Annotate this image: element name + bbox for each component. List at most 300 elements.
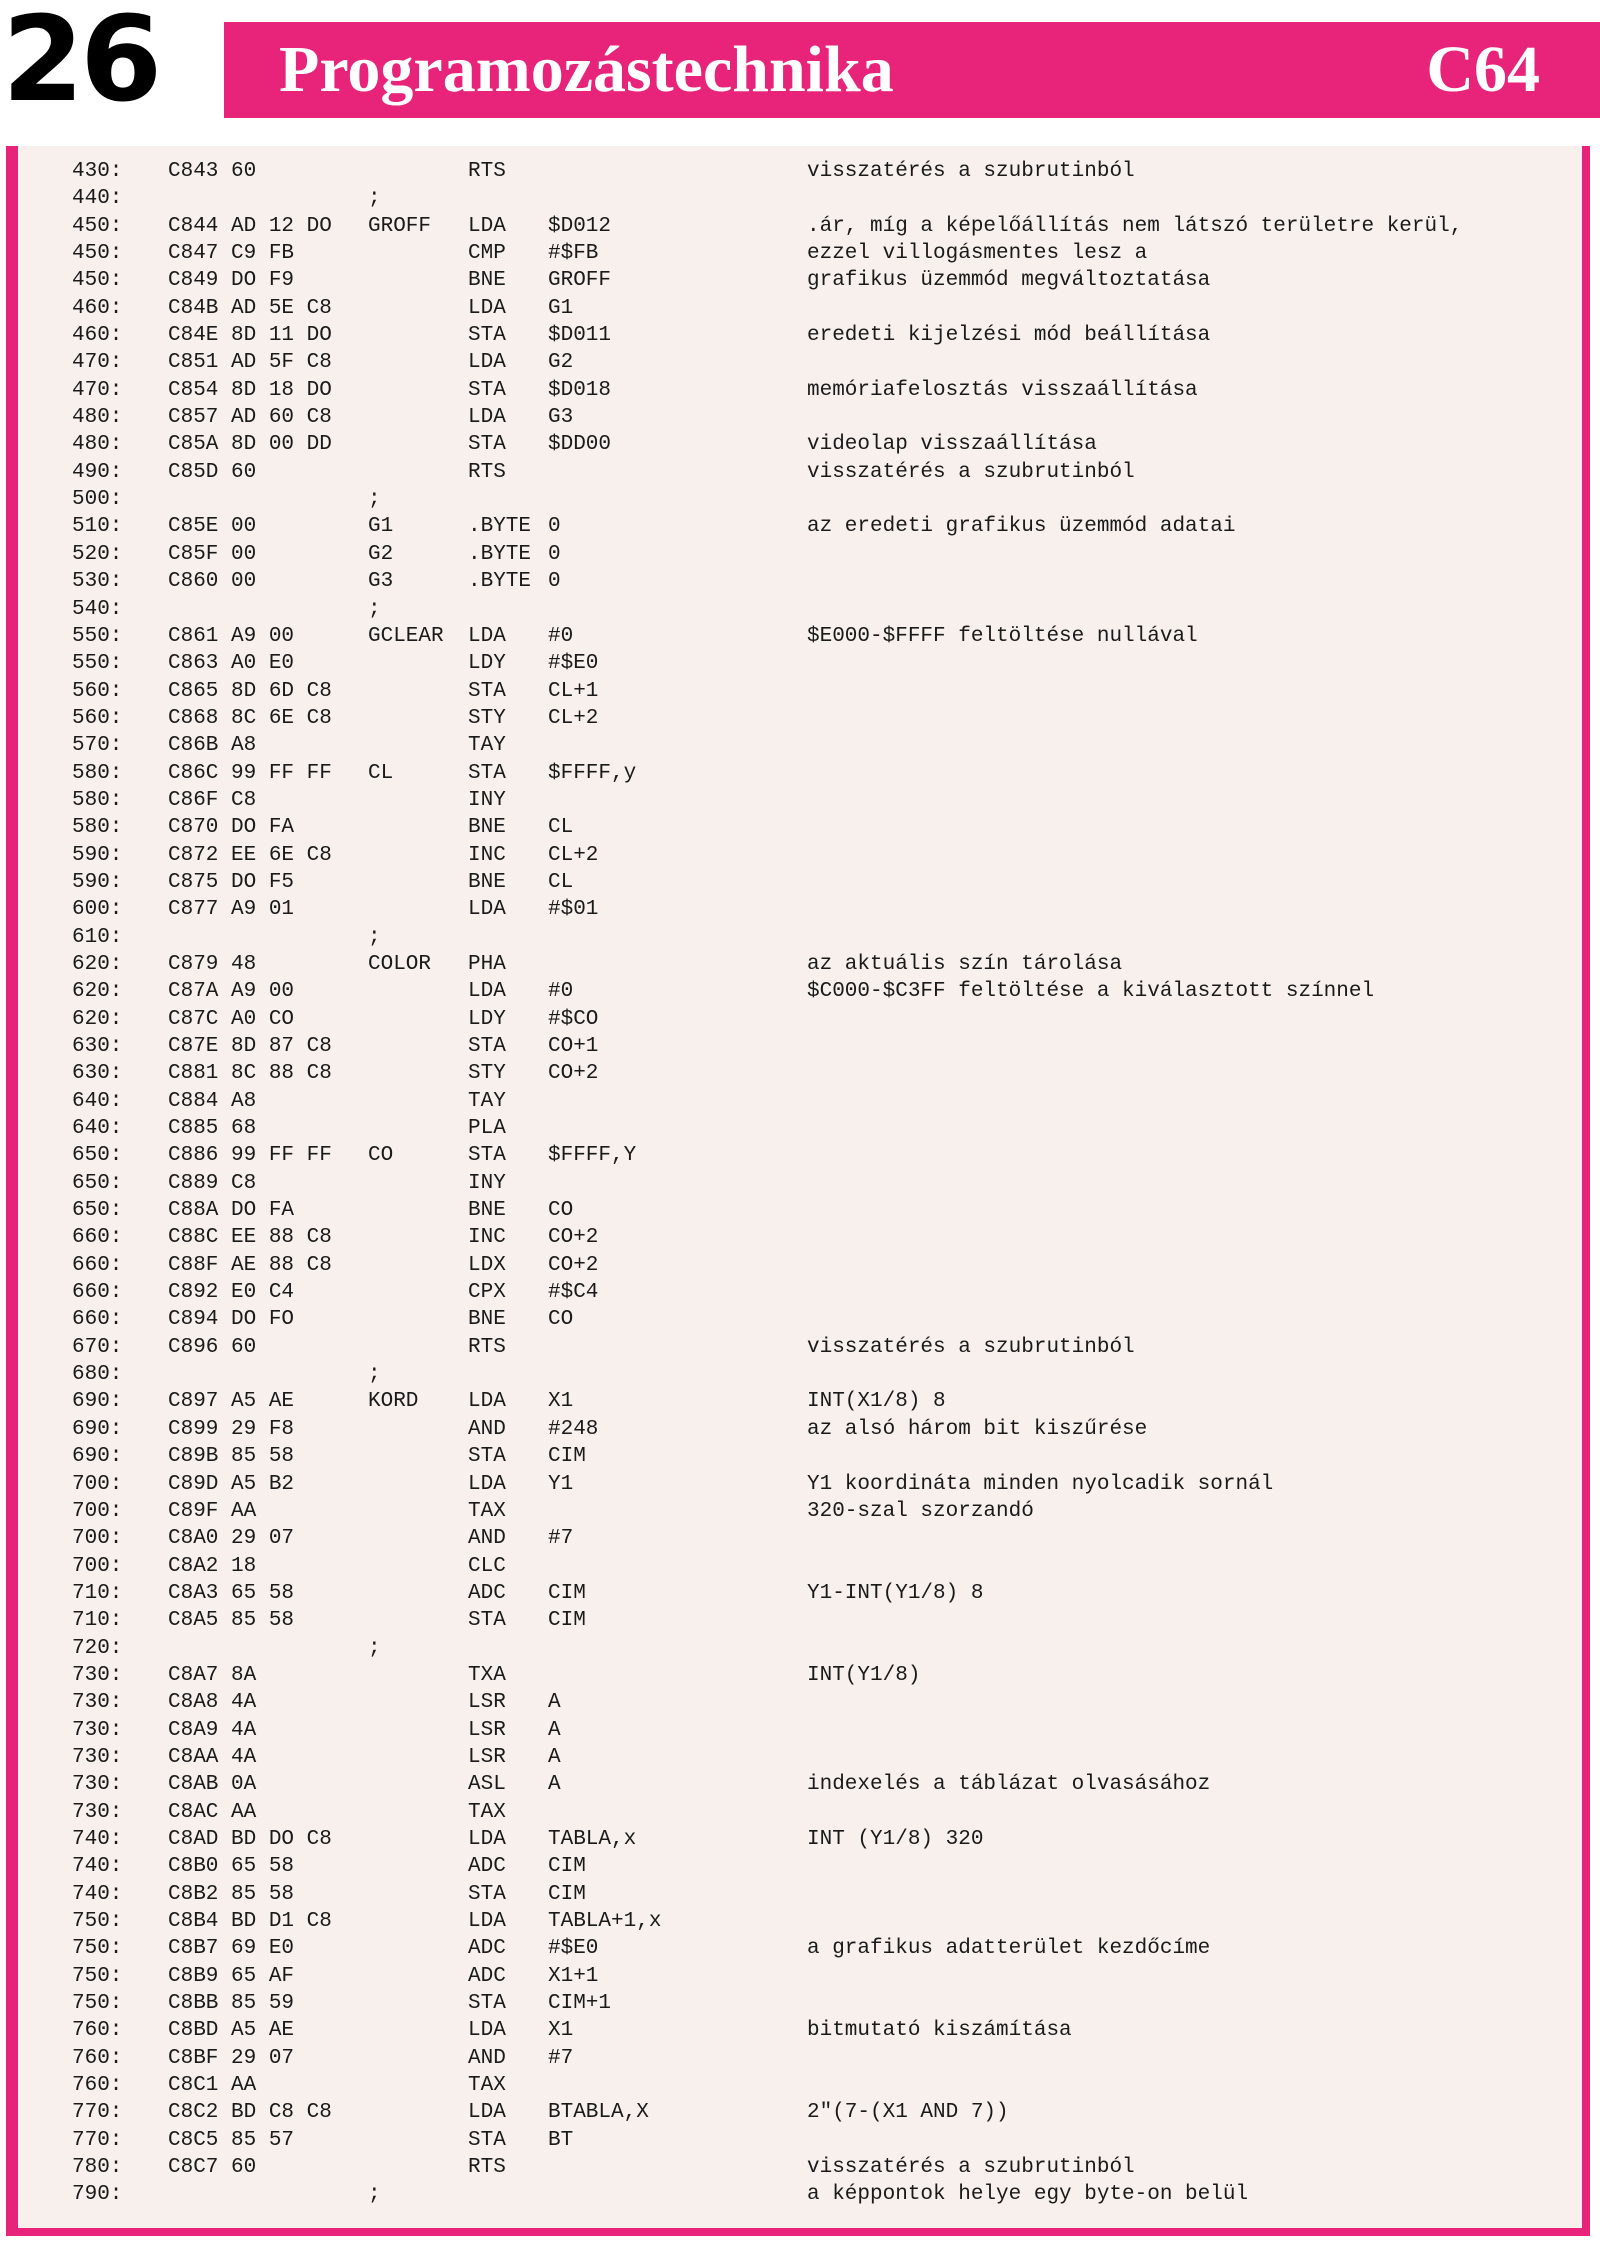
line-number: 470: <box>72 378 123 402</box>
listing-line <box>72 1607 1582 1634</box>
mnemonic: BNE <box>468 269 506 293</box>
mnemonic: LDA <box>468 2019 506 2043</box>
machine-code: C88C EE 88 C8 <box>168 1226 332 1250</box>
listing-line <box>72 1224 1582 1251</box>
line-number: 500: <box>72 488 123 512</box>
mnemonic: BNE <box>468 816 506 840</box>
listing-line <box>72 596 1582 623</box>
line-number: 750: <box>72 1992 123 2016</box>
listing-line <box>72 760 1582 787</box>
line-number: 470: <box>72 351 123 375</box>
label: GCLEAR <box>368 624 444 648</box>
line-number: 700: <box>72 1499 123 1523</box>
mnemonic: INC <box>468 843 506 867</box>
operand: CIM <box>548 1445 586 1469</box>
listing-line <box>72 568 1582 595</box>
line-number: 700: <box>72 1527 123 1551</box>
machine-code: C861 A9 00 <box>168 624 295 648</box>
line-number: 640: <box>72 1089 123 1113</box>
line-number: 730: <box>72 1773 123 1797</box>
operand: TABLA+1,x <box>548 1910 662 1933</box>
mnemonic: LDY <box>468 1007 506 1031</box>
machine-code: C863 A0 E0 <box>168 652 295 676</box>
listing-line <box>72 1498 1582 1525</box>
listing-line <box>72 1197 1582 1224</box>
machine-code: C897 A5 AE <box>168 1390 295 1414</box>
line-number: 560: <box>72 706 123 730</box>
machine-code: C875 DO F5 <box>168 870 295 894</box>
mnemonic: AND <box>468 1417 506 1441</box>
comment: a képpontok helye egy byte-on belül <box>807 2183 1249 2207</box>
operand: CO+1 <box>548 1035 599 1058</box>
listing-line <box>72 1388 1582 1415</box>
mnemonic: LDA <box>468 898 506 922</box>
mnemonic: STA <box>468 2128 506 2152</box>
machine-code: C8C7 60 <box>168 2156 257 2180</box>
machine-code: C8C5 85 57 <box>168 2128 295 2152</box>
comment: 2"(7-(X1 AND 7)) <box>807 2101 1009 2125</box>
machine-code: C8C1 AA <box>168 2074 257 2098</box>
operand: 0 <box>548 542 561 566</box>
label: G2 <box>368 542 394 566</box>
mnemonic: TAY <box>468 734 506 758</box>
machine-code: C8A7 8A <box>168 1663 257 1687</box>
operand: G3 <box>548 406 574 430</box>
machine-code: C87C A0 CO <box>168 1007 295 1031</box>
machine-code: C8A5 85 58 <box>168 1609 295 1633</box>
mnemonic: ADC <box>468 1855 506 1879</box>
line-number: 690: <box>72 1390 123 1414</box>
operand: CIM <box>548 1882 586 1906</box>
line-number: 600: <box>72 898 123 922</box>
machine-code: C8B4 BD D1 C8 <box>168 1910 332 1933</box>
line-number: 650: <box>72 1144 123 1168</box>
listing-line <box>72 1662 1582 1689</box>
line-number: 440: <box>72 187 123 211</box>
comment: INT(X1/8) 8 <box>807 1390 946 1414</box>
machine-code: C8B7 69 E0 <box>168 1937 295 1961</box>
machine-code: C886 99 FF FF <box>168 1144 332 1168</box>
operand: #$C4 <box>548 1281 599 1305</box>
line-number: 690: <box>72 1417 123 1441</box>
machine-code: C89D A5 B2 <box>168 1472 295 1496</box>
line-number: 490: <box>72 460 123 484</box>
listing-line <box>72 213 1582 240</box>
operand: CL <box>548 870 574 894</box>
listing-line <box>72 185 1582 212</box>
listing-line <box>72 924 1582 951</box>
comment: visszatérés a szubrutinból <box>807 160 1135 183</box>
mnemonic: TAX <box>468 2074 506 2098</box>
line-number: 640: <box>72 1117 123 1141</box>
line-number: 730: <box>72 1691 123 1715</box>
comment: videolap visszaállítása <box>807 433 1097 457</box>
comment: visszatérés a szubrutinból <box>807 2156 1135 2180</box>
mnemonic: LDA <box>468 214 506 238</box>
listing-line <box>72 513 1582 540</box>
mnemonic: CMP <box>468 242 506 266</box>
machine-code: C8A0 29 07 <box>168 1527 295 1551</box>
machine-code: C89B 85 58 <box>168 1445 295 1469</box>
listing-line <box>72 541 1582 568</box>
mnemonic: STA <box>468 1882 506 1906</box>
operand: A <box>548 1773 561 1797</box>
mnemonic: STY <box>468 1062 506 1086</box>
line-number: 450: <box>72 242 123 266</box>
machine-code: C881 8C 88 C8 <box>168 1062 332 1086</box>
operand: CO <box>548 1199 574 1223</box>
line-number: 720: <box>72 1636 123 1660</box>
comment: bitmutató kiszámítása <box>807 2019 1072 2043</box>
label: ; <box>368 1636 381 1660</box>
machine-code: C8A2 18 <box>168 1554 257 1578</box>
mnemonic: BNE <box>468 1199 506 1223</box>
line-number: 740: <box>72 1855 123 1879</box>
machine-code: C872 EE 6E C8 <box>168 843 332 867</box>
mnemonic: ADC <box>468 1581 506 1605</box>
mnemonic: BNE <box>468 870 506 894</box>
listing-line <box>72 1963 1582 1990</box>
listing-line <box>72 787 1582 814</box>
operand: #$E0 <box>548 652 599 676</box>
mnemonic: TAX <box>468 1499 506 1523</box>
mnemonic: .BYTE <box>468 542 532 566</box>
listing-line <box>72 1525 1582 1552</box>
line-number: 560: <box>72 679 123 703</box>
line-number: 590: <box>72 870 123 894</box>
line-number: 550: <box>72 652 123 676</box>
line-number: 580: <box>72 761 123 785</box>
operand: A <box>548 1745 561 1769</box>
mnemonic: AND <box>468 2046 506 2070</box>
mnemonic: ASL <box>468 1773 506 1797</box>
operand: CIM <box>548 1855 586 1879</box>
machine-code: C8A8 4A <box>168 1691 257 1715</box>
listing-line <box>72 1416 1582 1443</box>
mnemonic: STA <box>468 1035 506 1058</box>
operand: #7 <box>548 1527 574 1551</box>
listing-line <box>72 2099 1582 2126</box>
mnemonic: STA <box>468 1144 506 1168</box>
comment: 320-szal szorzandó <box>807 1499 1034 1523</box>
comment: INT(Y1/8) <box>807 1663 921 1687</box>
line-number: 790: <box>72 2183 123 2207</box>
listing-line <box>72 1799 1582 1826</box>
listing-line <box>72 377 1582 404</box>
line-number: 670: <box>72 1335 123 1359</box>
line-number: 730: <box>72 1718 123 1742</box>
machine-code: C8B2 85 58 <box>168 1882 295 1906</box>
mnemonic: RTS <box>468 1335 506 1359</box>
mnemonic: BNE <box>468 1308 506 1332</box>
operand: #$FB <box>548 242 599 266</box>
line-number: 730: <box>72 1745 123 1769</box>
comment: az eredeti grafikus üzemmód adatai <box>807 515 1236 539</box>
machine-code: C8AB 0A <box>168 1773 257 1797</box>
listing-line <box>72 295 1582 322</box>
listing-line <box>72 869 1582 896</box>
operand: CIM <box>548 1581 586 1605</box>
operand: BTABLA,X <box>548 2101 649 2125</box>
operand: G2 <box>548 351 574 375</box>
line-number: 460: <box>72 296 123 320</box>
line-number: 650: <box>72 1171 123 1195</box>
label: KORD <box>368 1390 419 1414</box>
line-number: 520: <box>72 542 123 566</box>
line-number: 660: <box>72 1226 123 1250</box>
listing-line <box>72 2072 1582 2099</box>
listing-line <box>72 1115 1582 1142</box>
listing-line <box>72 1361 1582 1388</box>
machine-code: C8BD A5 AE <box>168 2019 295 2043</box>
machine-code: C86C 99 FF FF <box>168 761 332 785</box>
label: ; <box>368 488 381 512</box>
mnemonic: TXA <box>468 1663 506 1687</box>
machine-code: C892 E0 C4 <box>168 1281 295 1305</box>
label: ; <box>368 1363 381 1387</box>
machine-code: C8AD BD DO C8 <box>168 1827 332 1851</box>
operand: $D011 <box>548 324 612 348</box>
listing-line <box>72 1826 1582 1853</box>
mnemonic: TAY <box>468 1089 506 1113</box>
line-number: 760: <box>72 2046 123 2070</box>
label: COLOR <box>368 952 432 976</box>
label: G3 <box>368 570 394 594</box>
listing-line <box>72 486 1582 513</box>
listing-line <box>72 951 1582 978</box>
machine-code: C868 8C 6E C8 <box>168 706 332 730</box>
comment: INT (Y1/8) 320 <box>807 1827 984 1851</box>
mnemonic: STA <box>468 1445 506 1469</box>
listing-line <box>72 842 1582 869</box>
line-number: 780: <box>72 2156 123 2180</box>
mnemonic: STA <box>468 1992 506 2016</box>
machine-code: C88A DO FA <box>168 1199 295 1223</box>
listing-line <box>72 1443 1582 1470</box>
mnemonic: .BYTE <box>468 515 532 539</box>
mnemonic: STA <box>468 679 506 703</box>
line-number: 590: <box>72 843 123 867</box>
header-bar <box>224 22 1600 118</box>
mnemonic: RTS <box>468 160 506 183</box>
label: ; <box>368 597 381 621</box>
listing-line <box>72 978 1582 1005</box>
machine-code: C894 DO FO <box>168 1308 295 1332</box>
operand: X1+1 <box>548 1964 599 1988</box>
machine-code: C857 AD 60 C8 <box>168 406 332 430</box>
comment: visszatérés a szubrutinból <box>807 1335 1135 1359</box>
line-number: 580: <box>72 816 123 840</box>
listing-line <box>72 623 1582 650</box>
listing-line <box>72 322 1582 349</box>
line-number: 630: <box>72 1062 123 1086</box>
listing-line <box>72 1088 1582 1115</box>
listing-line <box>72 1908 1582 1935</box>
machine-code: C8AC AA <box>168 1800 257 1824</box>
listing-line <box>72 1252 1582 1279</box>
line-number: 620: <box>72 952 123 976</box>
machine-code: C8B0 65 58 <box>168 1855 295 1879</box>
operand: #0 <box>548 624 574 648</box>
line-number: 660: <box>72 1281 123 1305</box>
comment: az alsó három bit kiszűrése <box>807 1417 1148 1441</box>
operand: 0 <box>548 570 561 594</box>
line-number: 570: <box>72 734 123 758</box>
label: GROFF <box>368 214 432 238</box>
machine-code: C85F 00 <box>168 542 257 566</box>
line-number: 650: <box>72 1199 123 1223</box>
mnemonic: LDA <box>468 1390 506 1414</box>
comment: .ár, míg a képelőállítás nem látszó területre kerül, <box>807 214 1463 238</box>
line-number: 530: <box>72 570 123 594</box>
operand: 0 <box>548 515 561 539</box>
label: ; <box>368 187 381 211</box>
comment: indexelés a táblázat olvasásához <box>807 1773 1211 1797</box>
line-number: 620: <box>72 1007 123 1031</box>
comment: a grafikus adatterület kezdőcíme <box>807 1937 1211 1961</box>
operand: CO+2 <box>548 1062 599 1086</box>
line-number: 480: <box>72 433 123 457</box>
listing-line <box>72 240 1582 267</box>
machine-code: C847 C9 FB <box>168 242 295 266</box>
mnemonic: STY <box>468 706 506 730</box>
machine-code: C85D 60 <box>168 460 257 484</box>
comment: grafikus üzemmód megváltoztatása <box>807 269 1211 293</box>
machine-code: C84E 8D 11 DO <box>168 324 332 348</box>
line-number: 750: <box>72 1964 123 1988</box>
machine-code: C854 8D 18 DO <box>168 378 332 402</box>
machine-code: C889 C8 <box>168 1171 257 1195</box>
machine-code: C865 8D 6D C8 <box>168 679 332 703</box>
machine-code: C896 60 <box>168 1335 257 1359</box>
operand: $FFFF,Y <box>548 1144 637 1168</box>
line-number: 710: <box>72 1609 123 1633</box>
mnemonic: LDA <box>468 406 506 430</box>
machine-code: C85E 00 <box>168 515 257 539</box>
operand: CL+2 <box>548 706 599 730</box>
line-number: 580: <box>72 788 123 812</box>
listing-line <box>72 2017 1582 2044</box>
listing-line <box>72 1334 1582 1361</box>
operand: BT <box>548 2128 574 2152</box>
machine-code: C8C2 BD C8 C8 <box>168 2101 332 2125</box>
mnemonic: LDA <box>468 1827 506 1851</box>
listing-line <box>72 896 1582 923</box>
line-number: 480: <box>72 406 123 430</box>
listing-line <box>72 404 1582 431</box>
mnemonic: STA <box>468 1609 506 1633</box>
listing-line <box>72 1142 1582 1169</box>
machine-code: C88F AE 88 C8 <box>168 1253 332 1277</box>
machine-code: C8B9 65 AF <box>168 1964 295 1988</box>
listing-line <box>72 1279 1582 1306</box>
operand: #$CO <box>548 1007 599 1031</box>
mnemonic: LDA <box>468 980 506 1004</box>
line-number: 620: <box>72 980 123 1004</box>
line-number: 760: <box>72 2074 123 2098</box>
mnemonic: LDA <box>468 624 506 648</box>
listing-line <box>72 349 1582 376</box>
machine-code: C86B A8 <box>168 734 257 758</box>
comment: ezzel villogásmentes lesz a <box>807 242 1148 266</box>
listing-line <box>72 1635 1582 1662</box>
operand: CIM <box>548 1609 586 1633</box>
operand: Y1 <box>548 1472 574 1496</box>
mnemonic: STA <box>468 378 506 402</box>
mnemonic: LDX <box>468 1253 506 1277</box>
listing-line <box>72 1935 1582 1962</box>
machine-code: C884 A8 <box>168 1089 257 1113</box>
listing-line <box>72 1553 1582 1580</box>
operand: X1 <box>548 2019 574 2043</box>
label: G1 <box>368 515 394 539</box>
operand: GROFF <box>548 269 612 293</box>
operand: $D012 <box>548 214 612 238</box>
mnemonic: TAX <box>468 1800 506 1824</box>
machine-code: C87E 8D 87 C8 <box>168 1035 332 1058</box>
listing-line <box>72 1306 1582 1333</box>
label: CL <box>368 761 394 785</box>
machine-code: C8A3 65 58 <box>168 1581 295 1605</box>
mnemonic: INY <box>468 1171 506 1195</box>
operand: TABLA,x <box>548 1827 637 1851</box>
operand: $D018 <box>548 378 612 402</box>
operand: $FFFF,y <box>548 761 637 785</box>
listing-line <box>72 1990 1582 2017</box>
mnemonic: LDA <box>468 2101 506 2125</box>
mnemonic: LDA <box>468 351 506 375</box>
machine-code: C877 A9 01 <box>168 898 295 922</box>
line-number: 760: <box>72 2019 123 2043</box>
mnemonic: STA <box>468 324 506 348</box>
operand: #7 <box>548 2046 574 2070</box>
listing-line <box>72 1471 1582 1498</box>
machine-code: C843 60 <box>168 160 257 183</box>
listing-line <box>72 267 1582 294</box>
mnemonic: .BYTE <box>468 570 532 594</box>
line-number: 660: <box>72 1308 123 1332</box>
mnemonic: CLC <box>468 1554 506 1578</box>
line-number: 630: <box>72 1035 123 1058</box>
listing-line <box>72 1006 1582 1033</box>
mnemonic: STA <box>468 433 506 457</box>
machine-code: C899 29 F8 <box>168 1417 295 1441</box>
listing-line <box>72 1881 1582 1908</box>
operand: CIM+1 <box>548 1992 612 2016</box>
line-number: 770: <box>72 2128 123 2152</box>
operand: #0 <box>548 980 574 1004</box>
machine-code: C870 DO FA <box>168 816 295 840</box>
mnemonic: RTS <box>468 460 506 484</box>
listing-line <box>72 1033 1582 1060</box>
line-number: 770: <box>72 2101 123 2125</box>
mnemonic: PHA <box>468 952 506 976</box>
line-number: 430: <box>72 160 123 183</box>
machine-code: C89F AA <box>168 1499 257 1523</box>
machine-code: C84B AD 5E C8 <box>168 296 332 320</box>
operand: CL+2 <box>548 843 599 867</box>
operand: #$01 <box>548 898 599 922</box>
comment: az aktuális szín tárolása <box>807 952 1123 976</box>
comment: visszatérés a szubrutinból <box>807 460 1135 484</box>
operand: X1 <box>548 1390 574 1414</box>
listing-line <box>72 2127 1582 2154</box>
line-number: 460: <box>72 324 123 348</box>
line-number: 710: <box>72 1581 123 1605</box>
mnemonic: RTS <box>468 2156 506 2180</box>
machine-code: C87A A9 00 <box>168 980 295 1004</box>
listing-line <box>72 431 1582 458</box>
